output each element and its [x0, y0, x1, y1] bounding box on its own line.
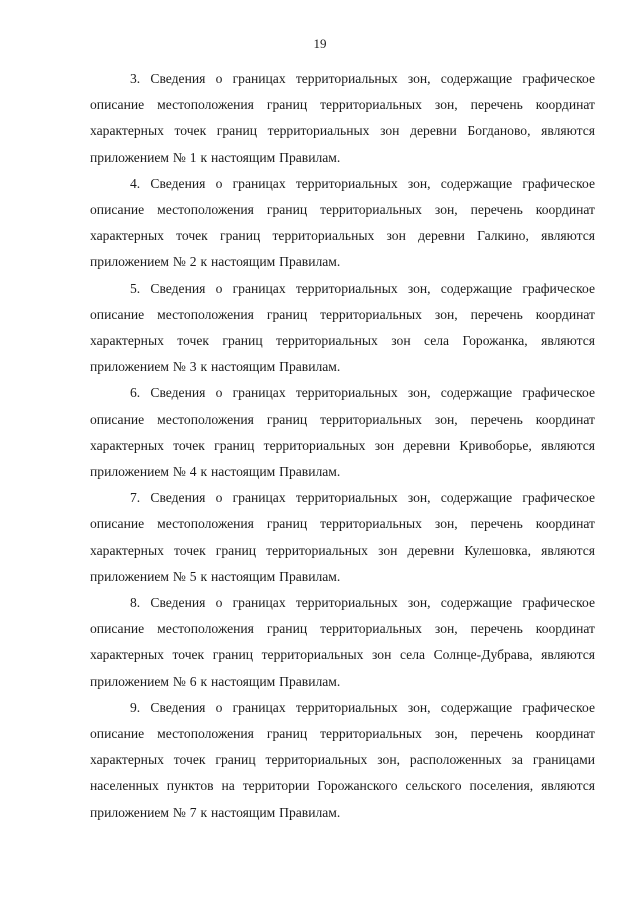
paragraph-item-3: 3. Сведения о границах территориальных зон, содержащие графическое описание местоположения границ территориальных зон, перечень координат характерных точек границ территориальных зон деревни Богданово, являются приложением № 1 к настоящим Правилам.: [90, 71, 595, 165]
paragraph-item-6: 6. Сведения о границах территориальных зон, содержащие графическое описание местоположения границ территориальных зон, перечень координат характерных точек границ территориальных зон деревни Кривоборье, являются приложением № 4 к настоящим Правилам.: [90, 385, 595, 480]
paragraph-item-7: 7. Сведения о границах территориальных зон, содержащие графическое описание местоположения границ территориальных зон, перечень координат характерных точек границ территориальных зон деревни Кулешовка, являются приложением № 5 к настоящим Правилам.: [90, 490, 595, 584]
document-body: [90, 66, 595, 826]
paragraph-item-9: 9. Сведения о границах территориальных зон, содержащие графическое описание местоположения границ территориальных зон, перечень координат характерных точек границ территориальных зон, расположенных за границами населенных пунктов на территории Горожанского сельского поселения, являются приложением № 7 к настоящим Правилам.: [90, 699, 595, 820]
paragraph-item-8: 8. Сведения о границах территориальных зон, содержащие графическое описание местоположения границ территориальных зон, перечень координат характерных точек границ территориальных зон села Солнце-Дубрава, являются приложением № 6 к настоящим Правилам.: [90, 595, 595, 689]
paragraph-item-4: 4. Сведения о границах территориальных зон, содержащие графическое описание местоположения границ территориальных зон, перечень координат характерных точек границ территориальных зон деревни Галкино, являются приложением № 2 к настоящим Правилам.: [90, 175, 595, 270]
page-number: 19: [313, 36, 327, 51]
paragraph-item-5: 5. Сведения о границах территориальных зон, содержащие графическое описание местоположения границ территориальных зон, перечень координат характерных точек границ территориальных зон села Горожанка, являются приложением № 3 к настоящим Правилам.: [90, 280, 595, 375]
